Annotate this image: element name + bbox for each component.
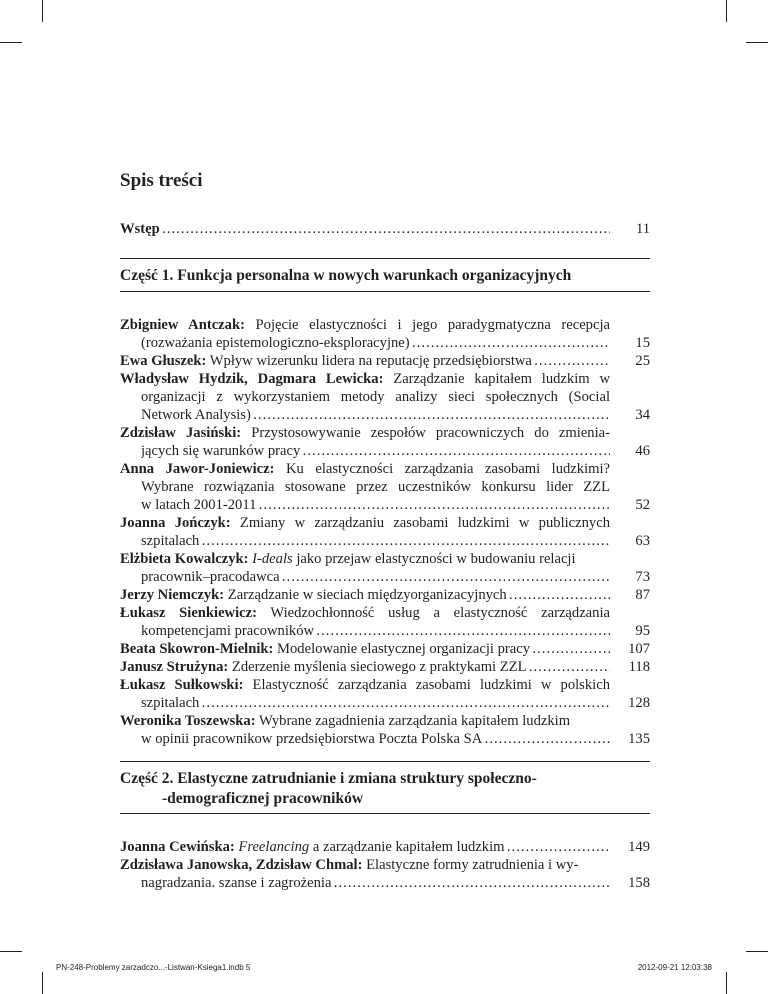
page-number: 107 — [628, 641, 650, 657]
page-number: 118 — [628, 659, 650, 675]
toc-title: Wybrane rozwiązania stosowane przez uczestników konkursu lider ZZL — [141, 479, 610, 495]
toc-title: nagradzania. szanse i zagrożenia — [141, 875, 332, 891]
toc-title-emphasis: Freelancing — [238, 839, 310, 855]
part-heading-line: -demograficznej pracowników — [162, 790, 364, 807]
toc-title: Elastyczne formy zatrudnienia i wy- — [362, 857, 579, 873]
toc-entry-line — [141, 730, 610, 748]
toc-author: Anna Jawor-Joniewicz: — [120, 461, 275, 477]
toc-title-emphasis: I-deals — [252, 551, 293, 567]
divider — [120, 291, 650, 292]
toc-entry[interactable] — [120, 676, 610, 694]
toc-title: szpitalach — [141, 533, 200, 549]
toc-author: Weronika Toszewska: — [120, 713, 256, 729]
page-number: 158 — [628, 875, 650, 891]
toc-title: szpitalach — [141, 695, 200, 711]
toc-title: Wybrane zagadnienia zarządzania kapitałem ludzkim — [255, 713, 571, 729]
toc-entry-line — [141, 622, 610, 640]
toc-title: Wiedzochłonność usług a elastyczność zarządzania — [256, 605, 610, 621]
toc-entry-intro[interactable] — [120, 220, 610, 238]
page-number: 95 — [635, 623, 650, 639]
part-heading: Część 1. Funkcja personalna w nowych warunkach organizacyjnych — [120, 267, 572, 284]
toc-author: Janusz Strużyna: — [120, 659, 229, 675]
toc-author: Zdzisław Jasiński: — [120, 425, 242, 441]
page-number: 87 — [635, 587, 650, 603]
toc-title: Pojęcie elastyczności i jego paradygmatyczna recepcja — [244, 317, 610, 333]
part-heading-line: Część 2. Elastyczne zatrudnianie i zmiana struktury społeczno- — [120, 770, 537, 787]
crop-mark — [42, 0, 43, 22]
footer-filename: PN-248-Problemy zarzadczo...-Listwan-Ksiega1.indb 5 — [56, 963, 251, 972]
toc-entry[interactable] — [120, 838, 610, 856]
toc-title: Zmiany w zarządzaniu zasobami ludzkimi w publicznych — [230, 515, 610, 531]
toc-entry-line — [141, 532, 610, 550]
toc-title: w latach 2001-2011 — [141, 497, 257, 513]
toc-title: Zarządzanie kapitałem ludzkim w — [383, 371, 610, 387]
toc-entry[interactable] — [120, 658, 610, 676]
page-number: 11 — [635, 221, 650, 237]
toc-entry[interactable] — [120, 352, 610, 370]
page-number: 135 — [628, 731, 650, 747]
toc-title: jących się warunków pracy — [141, 443, 301, 459]
toc-author: Joanna Cewińska: — [120, 839, 235, 855]
toc-entry-line — [141, 568, 610, 586]
toc-entry[interactable] — [120, 640, 610, 658]
toc-title: (rozważania epistemologiczno-eksploracyjne) — [141, 335, 410, 351]
toc-title: Zderzenie myślenia sieciowego z praktykami ZZL — [228, 659, 527, 675]
toc-author: Jerzy Niemczyk: — [120, 587, 225, 603]
toc-title: jako przejaw elastyczności w budowaniu relacji — [292, 551, 576, 567]
toc-title: Wpływ wizerunku lidera na reputację przedsiębiorstwa — [206, 353, 532, 369]
page-number: 149 — [628, 839, 650, 855]
page-number: 46 — [635, 443, 650, 459]
toc-title: w opinii pracownikow przedsiębiorstwa Poczta Polska SA — [141, 731, 483, 747]
crop-mark — [726, 972, 727, 994]
toc-entry-line — [141, 388, 610, 406]
crop-mark — [0, 951, 22, 952]
page-number: 52 — [635, 497, 650, 513]
toc-entry[interactable] — [120, 550, 610, 568]
toc-title: Przystosowywanie zespołów pracowniczych do zmienia- — [241, 425, 610, 441]
toc-entry[interactable] — [120, 460, 610, 478]
toc-title: Elastyczność zarządzania zasobami ludzkimi w polskich — [243, 677, 610, 693]
toc-author: Joanna Jończyk: — [120, 515, 231, 531]
toc-title: Modelowanie elastycznej organizacji pracy — [273, 641, 531, 657]
toc-author: Beata Skowron-Mielnik: — [120, 641, 274, 657]
page-number: 15 — [635, 335, 650, 351]
crop-mark — [0, 42, 22, 43]
crop-mark — [726, 0, 727, 22]
page-number: 34 — [635, 407, 650, 423]
toc-entry[interactable] — [120, 586, 610, 604]
footer-timestamp: 2012-09-21 12:03:38 — [637, 963, 712, 972]
crop-mark — [746, 951, 768, 952]
toc-author: Zbigniew Antczak: — [120, 317, 245, 333]
toc-title: organizacji z wykorzystaniem metody analizy sieci społecznych (Social — [141, 389, 610, 405]
toc-entry[interactable] — [120, 514, 610, 532]
toc-entry-line — [141, 406, 610, 424]
divider — [120, 813, 650, 814]
toc-title: Zarządzanie w sieciach międzyorganizacyjnych — [224, 587, 507, 603]
toc-intro-label: Wstęp — [120, 221, 160, 237]
toc-title: Network Analysis) — [141, 407, 251, 423]
toc-entry-line — [141, 442, 610, 460]
toc-author: Elżbieta Kowalczyk: — [120, 551, 249, 567]
toc-entry[interactable] — [120, 370, 610, 388]
toc-entry[interactable] — [120, 604, 610, 622]
toc-author: Łukasz Sułkowski: — [120, 677, 244, 693]
toc-author: Łukasz Sienkiewicz: — [120, 605, 257, 621]
toc-title: Ku elastyczności zarządzania zasobami ludzkimi? — [274, 461, 610, 477]
crop-mark — [42, 972, 43, 994]
toc-title: pracownik–pracodawca — [141, 569, 280, 585]
toc-entry-line — [141, 496, 610, 514]
part-heading — [120, 769, 650, 809]
toc-entry-line — [141, 478, 610, 496]
toc-author: Zdzisława Janowska, Zdzisław Chmal: — [120, 857, 363, 873]
page-number: 63 — [635, 533, 650, 549]
toc-entry[interactable] — [120, 316, 610, 334]
toc-title: a zarządzanie kapitałem ludzkim — [309, 839, 505, 855]
toc-author: Władysław Hydzik, Dagmara Lewicka: — [120, 371, 384, 387]
page-number: 128 — [628, 695, 650, 711]
toc-entry-line — [141, 874, 610, 892]
toc-entry-line — [141, 334, 610, 352]
page-title: Spis treści — [120, 170, 203, 191]
toc-entry[interactable] — [120, 856, 610, 874]
toc-entry-line — [141, 694, 610, 712]
crop-mark — [746, 42, 768, 43]
divider — [120, 258, 650, 259]
page-number: 73 — [635, 569, 650, 585]
toc-title: kompetencjami pracowników — [141, 623, 315, 639]
toc-entry[interactable] — [120, 712, 610, 730]
toc-author: Ewa Głuszek: — [120, 353, 207, 369]
page-number: 25 — [635, 353, 650, 369]
divider — [120, 761, 650, 762]
toc-entry[interactable] — [120, 424, 610, 442]
